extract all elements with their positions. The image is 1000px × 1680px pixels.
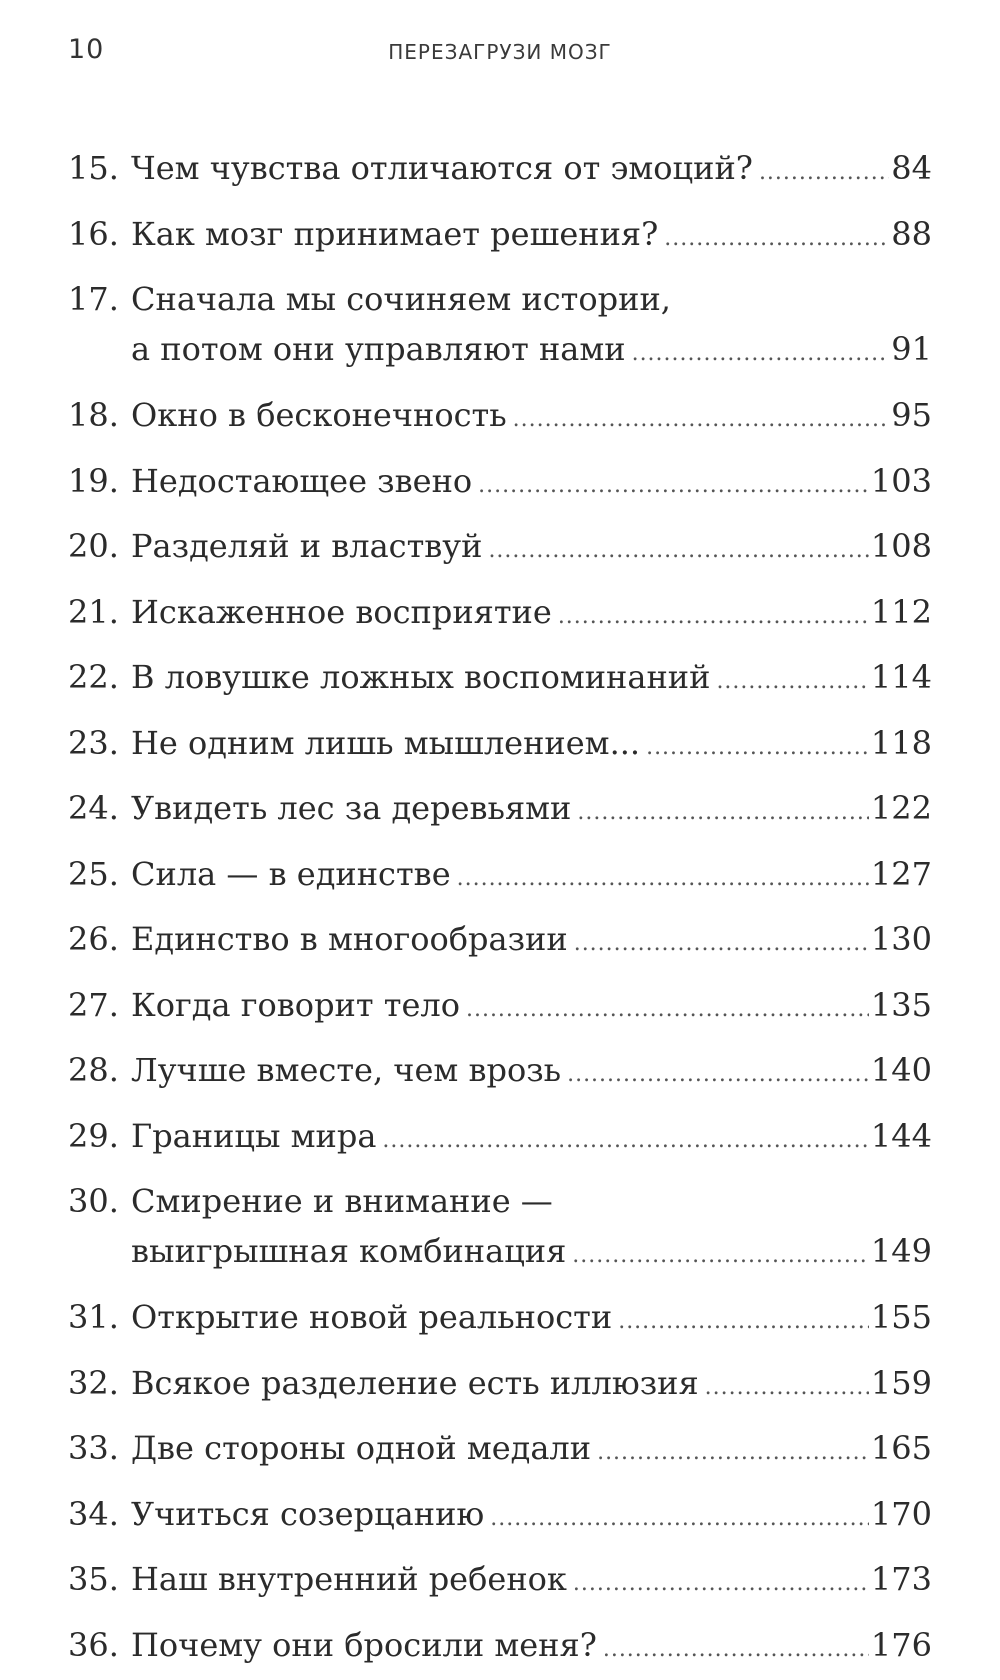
toc-entry-title: Разделяй и властвуй xyxy=(131,516,482,577)
toc-entry-title-line2: а потом они управляют нами xyxy=(131,324,626,374)
toc-entry-number: 25. xyxy=(68,844,131,905)
toc-entry-title: Окно в бесконечность xyxy=(131,385,507,446)
toc-entry-number: 34. xyxy=(68,1484,131,1545)
toc-entry-title: Лучше вместе, чем врозь xyxy=(131,1040,561,1101)
toc-entry[interactable] xyxy=(68,713,932,779)
toc-entry-number: 15. xyxy=(68,138,131,199)
toc-entry-title-line1: Смирение и внимание — xyxy=(131,1176,553,1226)
toc-entry-title: Всякое разделение есть иллюзия xyxy=(131,1353,699,1414)
toc-entry[interactable] xyxy=(68,582,932,648)
toc-entry[interactable] xyxy=(68,909,932,975)
toc-entry-number: 22. xyxy=(68,647,131,708)
toc-entry-number: 17. xyxy=(68,274,131,324)
toc-entry-title: В ловушке ложных воспоминаний xyxy=(131,647,710,708)
toc-entry-page: 108 xyxy=(871,516,932,577)
toc-entry-title: Когда говорит тело xyxy=(131,975,460,1036)
toc-entry-page: 165 xyxy=(871,1418,932,1479)
toc-entry-page: 130 xyxy=(871,909,932,970)
toc-entry[interactable] xyxy=(68,1615,932,1680)
toc-entry-number: 27. xyxy=(68,975,131,1036)
toc-entry-title: Как мозг принимает решения? xyxy=(131,204,658,265)
dot-leader xyxy=(558,582,869,648)
toc-entry-number: 26. xyxy=(68,909,131,970)
toc-entry-title: Наш внутренний ребенок xyxy=(131,1549,567,1610)
dot-leader xyxy=(597,1418,869,1484)
toc-entry-title: Не одним лишь мышлением... xyxy=(131,713,640,774)
dot-leader xyxy=(759,138,889,204)
dot-leader xyxy=(705,1353,869,1419)
dot-leader xyxy=(716,647,868,713)
toc-entry[interactable] xyxy=(68,204,932,270)
toc-entry-page: 155 xyxy=(871,1287,932,1348)
dot-leader xyxy=(572,1226,869,1281)
toc-entry[interactable] xyxy=(68,1353,932,1419)
toc-entry-page: 118 xyxy=(871,713,932,774)
toc-entry-page: 84 xyxy=(891,138,932,199)
toc-entry-page: 173 xyxy=(871,1549,932,1610)
toc-entry-number: 21. xyxy=(68,582,131,643)
dot-leader xyxy=(488,516,868,582)
toc-entry[interactable] xyxy=(68,516,932,582)
toc-entry-page: 144 xyxy=(871,1106,932,1167)
toc-entry[interactable] xyxy=(68,647,932,713)
table-of-contents xyxy=(68,138,932,1680)
dot-leader xyxy=(490,1484,869,1550)
running-head: ПЕРЕЗАГРУЗИ МОЗГ xyxy=(0,40,1000,64)
toc-entry[interactable] xyxy=(68,778,932,844)
toc-entry-title: Недостающее звено xyxy=(131,451,472,512)
toc-entry-number: 30. xyxy=(68,1176,131,1226)
toc-entry-title: Сила — в единстве xyxy=(131,844,451,905)
dot-leader xyxy=(466,975,869,1041)
toc-entry-title: Границы мира xyxy=(131,1106,376,1167)
dot-leader xyxy=(513,385,890,451)
toc-entry-number: 31. xyxy=(68,1287,131,1348)
dot-leader xyxy=(382,1106,869,1172)
toc-entry-title: Учиться созерцанию xyxy=(131,1484,484,1545)
toc-entry[interactable] xyxy=(68,1287,932,1353)
toc-entry-page: 127 xyxy=(871,844,932,905)
toc-entry[interactable] xyxy=(68,451,932,517)
dot-leader xyxy=(573,1549,869,1615)
toc-entry[interactable] xyxy=(68,844,932,910)
toc-entry-page: 88 xyxy=(891,204,932,265)
toc-entry-number: 24. xyxy=(68,778,131,839)
toc-entry-title: Чем чувства отличаются от эмоций? xyxy=(131,138,753,199)
toc-entry-number: 18. xyxy=(68,385,131,446)
toc-entry-page: 135 xyxy=(871,975,932,1036)
toc-entry-number: 33. xyxy=(68,1418,131,1479)
toc-entry-page: 140 xyxy=(871,1040,932,1101)
toc-entry-title-line2: выигрышная комбинация xyxy=(131,1226,566,1276)
dot-leader xyxy=(618,1287,869,1353)
dot-leader xyxy=(577,778,869,844)
toc-entry[interactable] xyxy=(68,1040,932,1106)
toc-entry-title-line1: Сначала мы сочиняем истории, xyxy=(131,274,671,324)
toc-entry-number: 29. xyxy=(68,1106,131,1167)
toc-entry-number: 32. xyxy=(68,1353,131,1414)
toc-entry[interactable] xyxy=(68,138,932,204)
toc-entry-page: 114 xyxy=(871,647,932,708)
toc-entry-number: 19. xyxy=(68,451,131,512)
toc-entry-number: 35. xyxy=(68,1549,131,1610)
toc-entry-page: 122 xyxy=(871,778,932,839)
toc-entry-number: 36. xyxy=(68,1615,131,1676)
toc-entry-number: 28. xyxy=(68,1040,131,1101)
toc-entry-page: 112 xyxy=(871,582,932,643)
toc-entry[interactable] xyxy=(68,1549,932,1615)
toc-entry[interactable] xyxy=(68,975,932,1041)
toc-entry-title: Единство в многообразии xyxy=(131,909,568,970)
toc-entry[interactable] xyxy=(68,385,932,451)
dot-leader xyxy=(632,324,890,379)
toc-entry[interactable] xyxy=(68,1484,932,1550)
dot-leader xyxy=(478,451,869,517)
toc-entry-page: 103 xyxy=(871,451,932,512)
toc-entry-number: 20. xyxy=(68,516,131,577)
toc-entry-page: 170 xyxy=(871,1484,932,1545)
dot-leader xyxy=(457,844,869,910)
toc-entry[interactable] xyxy=(68,269,932,385)
toc-entry-title: Две стороны одной медали xyxy=(131,1418,591,1479)
toc-entry[interactable] xyxy=(68,1418,932,1484)
toc-entry-number: 23. xyxy=(68,713,131,774)
dot-leader xyxy=(567,1040,869,1106)
toc-entry-title: Открытие новой реальности xyxy=(131,1287,612,1348)
toc-entry[interactable] xyxy=(68,1171,932,1287)
toc-entry-page: 149 xyxy=(871,1226,932,1276)
toc-entry-title: Увидеть лес за деревьями xyxy=(131,778,571,839)
toc-entry-page: 91 xyxy=(891,324,932,374)
page-number: 10 xyxy=(68,34,104,65)
toc-entry-title: Почему они бросили меня? xyxy=(131,1615,597,1676)
toc-entry-number: 16. xyxy=(68,204,131,265)
toc-entry-page: 176 xyxy=(871,1615,932,1676)
dot-leader xyxy=(574,909,869,975)
dot-leader xyxy=(603,1615,869,1680)
toc-entry-title: Искаженное восприятие xyxy=(131,582,552,643)
dot-leader xyxy=(646,713,869,779)
toc-entry[interactable] xyxy=(68,1106,932,1172)
dot-leader xyxy=(664,204,889,270)
toc-entry-page: 95 xyxy=(891,385,932,446)
toc-entry-page: 159 xyxy=(871,1353,932,1414)
